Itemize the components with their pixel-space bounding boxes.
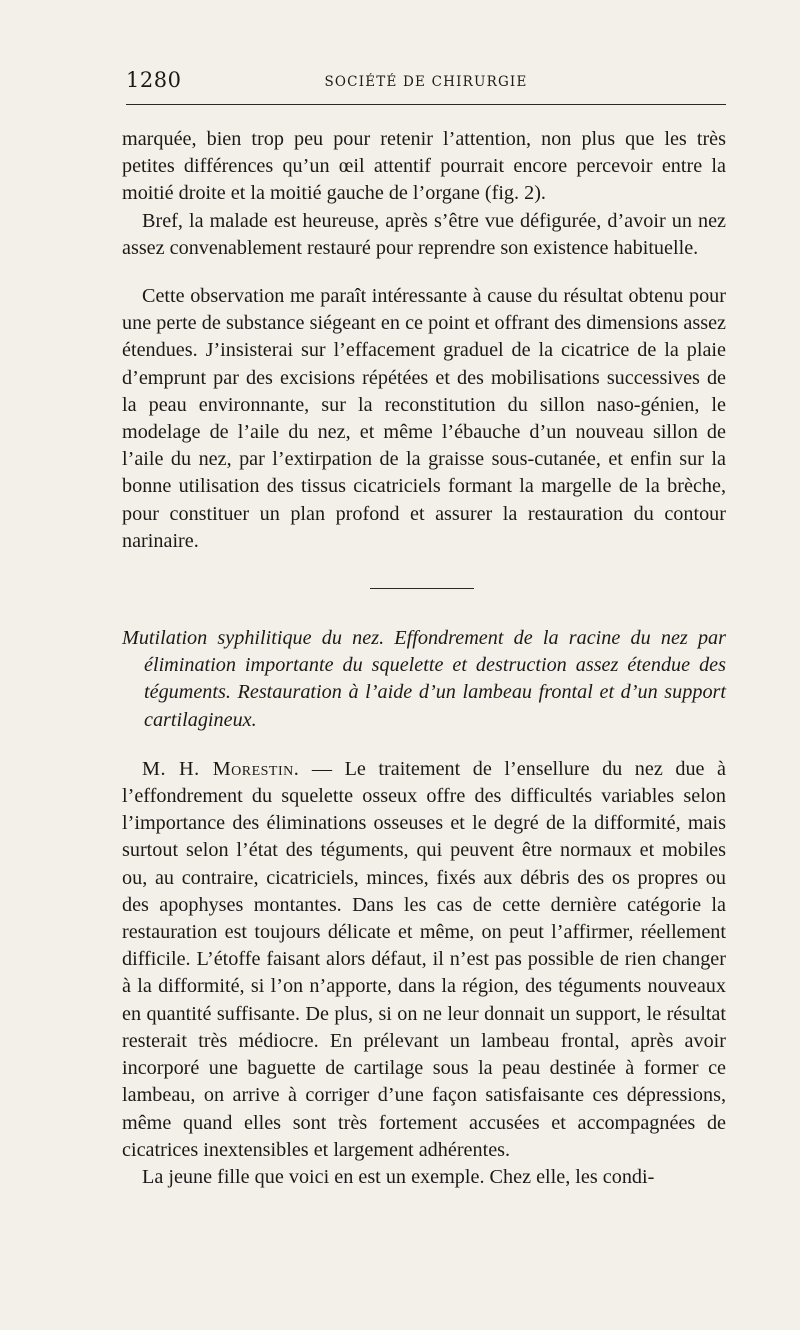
section-title: Mutilation syphilitique du nez. Effondrement de la racine du nez par élimination importante du squelette et destruction assez étendue des téguments. Restauration à l’aide d’un lambeau frontal et d’un support cartilagineux. bbox=[122, 627, 726, 731]
body-text bbox=[122, 126, 726, 1191]
paragraph-example: La jeune fille que voici en est un exemple. Chez elle, les condi- bbox=[142, 1165, 655, 1188]
page-header bbox=[126, 68, 726, 98]
paragraph-bref: Bref, la malade est heureuse, après s’être vue défigurée, d’avoir un nez assez convenablement restauré pour reprendre son existence habituelle. bbox=[122, 209, 726, 259]
running-head: SOCIÉTÉ DE CHIRURGIE bbox=[324, 74, 528, 90]
paragraph-morestin bbox=[122, 756, 726, 1164]
page-number: 1280 bbox=[126, 68, 182, 92]
paragraph-observation: Cette observation me paraît intéressante à cause du résultat obtenu pour une perte de substance siégeant en ce point et offrant des dimensions assez étendues. J’insisterai sur l’effacement graduel de la cicatrice de la plaie d’emprunt par des excisions répétées et des mobilisations successives de la peau environnante, sur la reconstitution du sillon naso-génien, le modelage de l’aile du nez, et même l’ébauche d’un nouveau sillon de l’aile du nez, par l’extirpation de la graisse sous-cutanée, et enfin sur la bonne utilisation des tissus cicatriciels formant la margelle de la brèche, pour constituer un plan profond et assurer la restauration du contour narinaire. bbox=[122, 285, 726, 552]
speaker-name: M. H. Morestin. bbox=[142, 757, 300, 780]
paragraph-morestin-text: — Le traitement de l’ensellure du nez due à l’effondrement du squelette osseux offre des difficultés variables selon l’importance des éliminations osseuses et le degré de la difformité, mais surtout selon l’état des téguments, qui peuvent être normaux et mobiles ou, au contraire, cicatriciels, minces, fixés aux débris des os propres ou des apophyses montantes. Dans les cas de cette dernière catégorie la restauration est toujours délicate et même, on peut l’affirmer, réellement difficile. L’étoffe faisant alors défaut, il n’est pas possible de rien changer à la difformité, si l’on n’apporte, dans la région, des téguments nouveaux en quantité suffisante. De plus, si on ne leur donnait un support, le résultat resterait très médiocre. En prélevant un lambeau frontal, après avoir incorporé une baguette de cartilage sous la peau destinée à former ce lambeau, on arrive à corriger d’une façon satisfaisante ces dépressions, même quand elles sont très fortement accusées et accompagnées de cicatrices inextensibles et largement adhérentes. bbox=[122, 757, 727, 1161]
section-separator bbox=[370, 588, 474, 589]
header-rule bbox=[126, 104, 726, 105]
paragraph-continued: marquée, bien trop peu pour retenir l’attention, non plus que les très petites différences qu’un œil attentif pourrait encore percevoir entre la moitié droite et la moitié gauche de l’organe (fig. 2). bbox=[122, 128, 726, 205]
